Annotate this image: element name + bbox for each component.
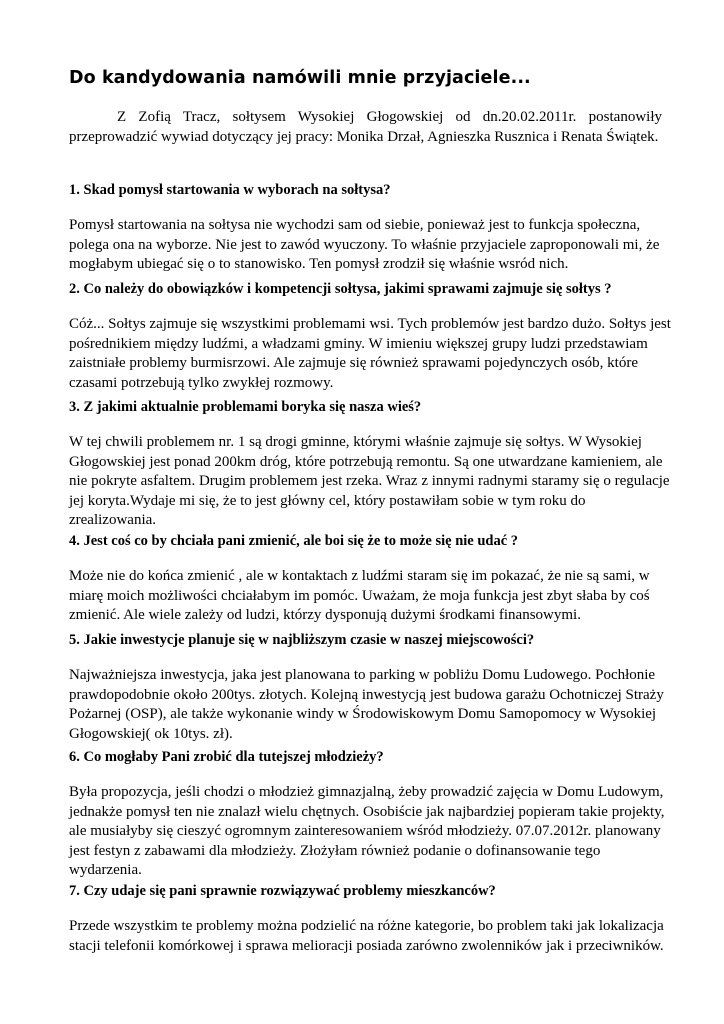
answer-line: zmienić. Ale wiele zależy od ludzi, którzy dysponują dużymi środkami finansowymi. xyxy=(69,607,581,623)
answer-paragraph xyxy=(69,216,662,275)
question-heading: 5. Jakie inwestycje planuje się w najbliższym czasie w naszej miejscowości? xyxy=(69,632,535,648)
qa-section-4 xyxy=(69,531,662,626)
question-heading: 7. Czy udaje się pani sprawnie rozwiązywać problemy mieszkanców? xyxy=(69,883,496,899)
answer-paragraph xyxy=(69,315,671,393)
answer-line: polega ona na wyborze. Nie jest to zawód wyuczony. To właśnie przyjaciele zaproponowali mi, że xyxy=(69,236,660,253)
question-heading: 3. Z jakimi aktualnie problemami boryka się nasza wieś? xyxy=(69,399,422,415)
answer-line: prawdopodobnie około 200tys. złotych. Kolejną inwestycją jest budowa garażu Ochotniczej Straży xyxy=(69,686,664,703)
answer-line: wydarzenia. xyxy=(69,862,142,878)
answer-line: Pomysł startowania na sołtysa nie wychodzi sam od siebie, ponieważ jest to funkcja społeczna, xyxy=(69,217,641,233)
answer-line: Była propozycja, jeśli chodzi o młodzież gimnazjalną, żeby prowadzić zajęcia w Domu Ludowym, xyxy=(69,784,664,800)
qa-section-5 xyxy=(69,630,662,744)
answer-paragraph xyxy=(69,433,670,531)
intro-paragraph: Z Zofią Tracz, sołtysem Wysokiej Głogowskiej od dn.20.02.2011r. postanowiły przeprowadzić wywiad dotyczący jej pracy: Monika Drzał, Agnieszka Rusznica i Renata Świątek. xyxy=(69,109,662,145)
answer-line: jest festyn z zabawami dla młodzieży. Złożyłam również podanie o dofinansowanie tego xyxy=(69,842,601,859)
answer-line: nie pokryte asfaltem. Drugim problemem jest rzeka. Wraz z innymi radnymi staramy się o regulacje xyxy=(69,473,670,489)
question-heading: 2. Co należy do obowiązków i kompetencji sołtysa, jakimi sprawami zajmuje się sołtys ? xyxy=(69,281,612,297)
answer-line: ale musiałyby się cieszyć ogromnym zainteresowaniem wśród młodzieży. 07.07.2012r. planowany xyxy=(69,823,661,839)
answer-line: miarę moich możliwości chciałabym im pomóc. Uważam, że moja funkcja jest zbyt słaba by coś xyxy=(69,587,650,604)
answer-line: zrealizowania. xyxy=(69,512,157,528)
answer-line: jej koryta.Wydaje mi się, że to jest główny cel, który postawiłam sobie w tym roku do xyxy=(69,492,586,509)
answer-line: stacji telefonii komórkowej i sprawa melioracji posiada zarówno zwolenników jak i przeciwników. xyxy=(69,937,664,954)
answer-paragraph xyxy=(69,783,665,881)
answer-line: Cóż... Sołtys zajmuje się wszystkimi problemami wsi. Tych problemów jest bardzo dużo. Sołtys jest xyxy=(69,316,671,332)
question-heading: 1. Skad pomysł startowania w wyborach na sołtysa? xyxy=(69,182,391,198)
answer-line: Głogowskiej( ok 10tys. zł). xyxy=(69,725,233,742)
answer-line: jednakże pomysł ten nie znalazł wielu chętnych. Osobiście jak najbardziej popieram takie projekty, xyxy=(69,803,665,820)
qa-section-1 xyxy=(69,180,662,275)
answer-paragraph xyxy=(69,917,662,956)
answer-line: Głogowskiej jest ponad 200km dróg, które potrzebują remontu. Są one utwardzane kamieniem, ale xyxy=(69,453,663,470)
answer-line: Pożarnej (OSP), ale także wykonanie windy w Środowiskowym Domu Samopomocy w Wysokiej xyxy=(69,706,657,722)
answer-line: czasami potrzebują tylko zwykłej rozmowy. xyxy=(69,374,334,391)
document-title: Do kandydowania namówili mnie przyjaciele... xyxy=(69,68,531,88)
answer-paragraph xyxy=(69,567,662,626)
answer-line: mogłabym ubiegać się o to stanowisko. Ten pomysł zrodził się właśnie wsród nich. xyxy=(69,256,569,272)
qa-section-2 xyxy=(69,279,671,393)
question-heading: 4. Jest coś co by chciała pani zmienić, ale boi się że to może się nie udać ? xyxy=(69,533,519,549)
answer-line: W tej chwili problemem nr. 1 są drogi gminne, którymi właśnie zajmuje się sołtys. W Wysokiej xyxy=(69,434,642,450)
answer-paragraph xyxy=(69,666,662,744)
question-heading: 6. Co mogłaby Pani zrobić dla tutejszej młodzieży? xyxy=(69,749,384,765)
qa-section-3 xyxy=(69,397,670,531)
answer-line: pośrednikiem między ludźmi, a władzami gminy. W imieniu większej grupy ludzi przedstawiam xyxy=(69,335,648,352)
answer-line: Najważniejsza inwestycja, jaka jest planowana to parking w pobliżu Domu Ludowego. Pochłonie xyxy=(69,667,656,683)
answer-line: Przede wszystkim te problemy można podzielić na różne kategorie, bo problem taki jak lokalizacja xyxy=(69,918,664,934)
qa-section-6 xyxy=(69,747,665,881)
answer-line: zaistniałe problemy burmisrzowi. Ale zajmuje się również sprawami pojedynczych osób, które xyxy=(69,355,638,371)
qa-section-7 xyxy=(69,881,662,956)
answer-line: Może nie do końca zmienić , ale w kontaktach z ludźmi staram się im pokazać, że nie są sami, w xyxy=(69,568,650,584)
